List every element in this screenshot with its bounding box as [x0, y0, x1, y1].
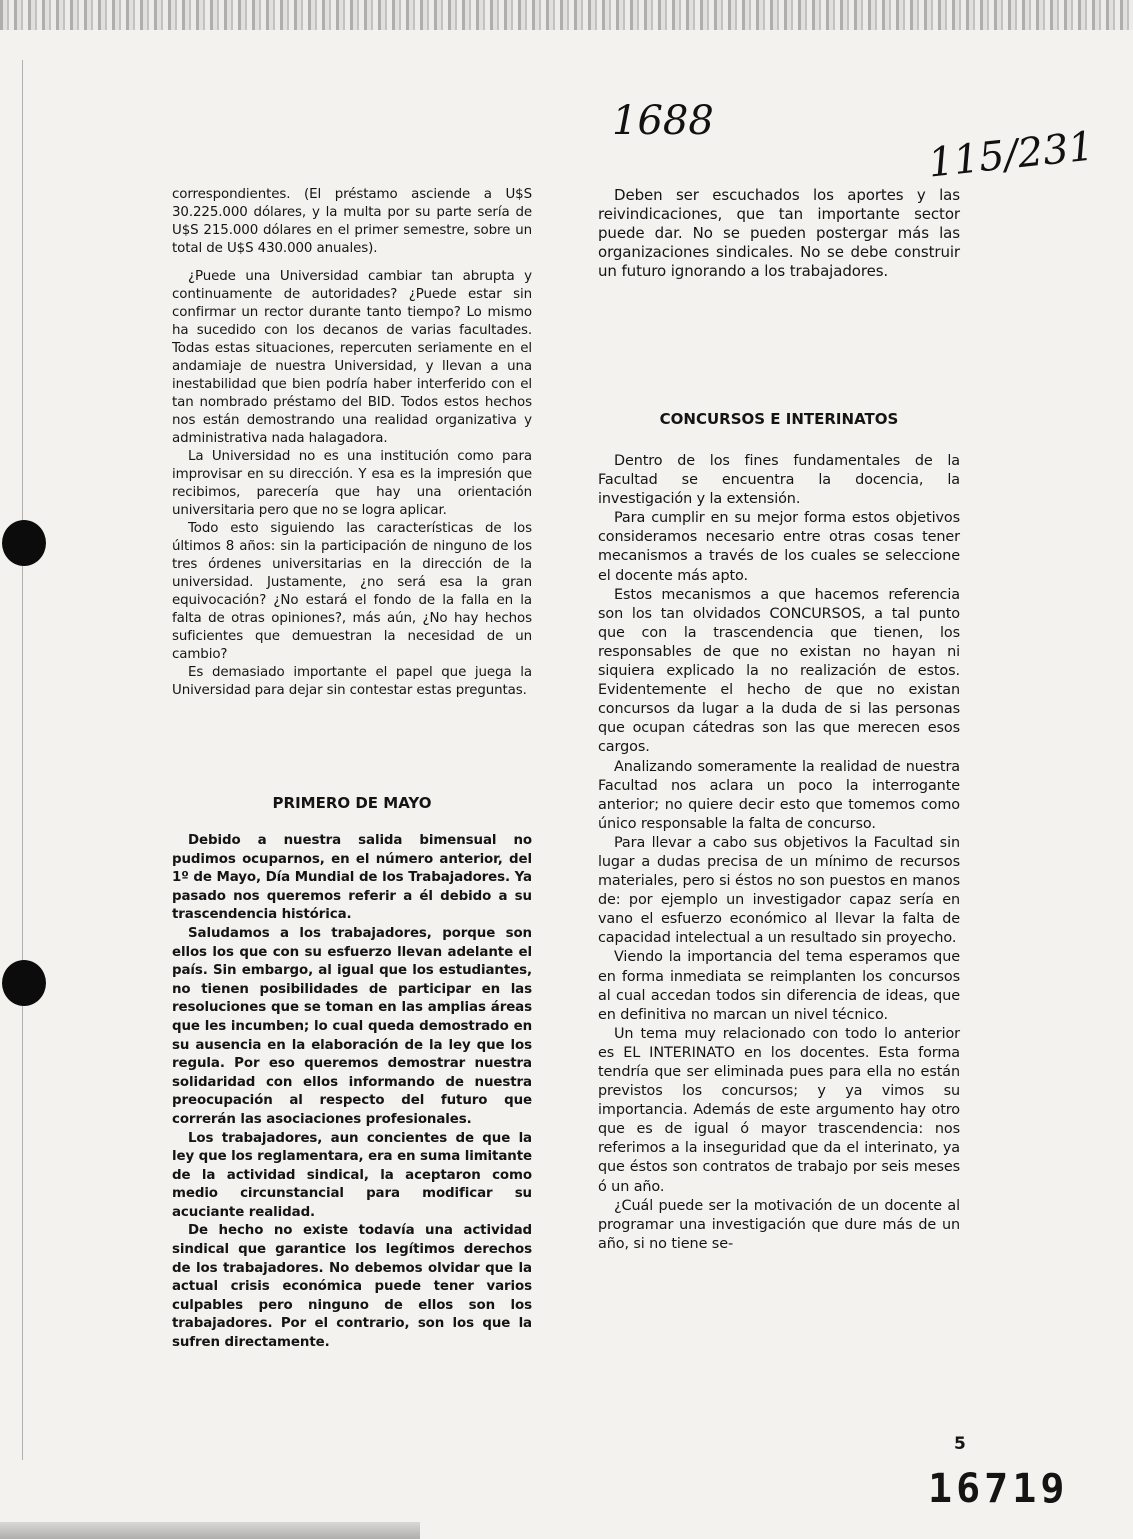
- section-title-primero-de-mayo: PRIMERO DE MAYO: [272, 794, 432, 812]
- left-section-body: [172, 832, 532, 1353]
- scan-artifact-top: [0, 0, 1133, 30]
- punch-hole-bottom: [2, 960, 46, 1006]
- right-intro-paragraph: Deben ser escuchados los aportes y las reivindicaciones, que tan importante sector puede dar. No se pueden postergar más las organizaciones sindicales. No se debe construir un futuro ignorando a los trabajadores.: [598, 186, 960, 280]
- right-section-paragraph: Para cumplir en su mejor forma estos objetivos consideramos necesario entre otras cosas tener mecanismos a través de los cuales se seleccione el docente más apto.: [598, 510, 960, 584]
- left-paragraph: La Universidad no es una institución como para improvisar en su dirección. Y esa es la impresión que recibimos, parecería que hay una orientación universitaria pero que no se logra aplicar.: [172, 449, 532, 518]
- right-section-paragraph: Viendo la importancia del tema esperamos que en forma inmediata se reimplanten los concursos al cual accedan todos sin diferencia de ideas, que en definitiva no marcan un nivel técnico.: [598, 949, 960, 1023]
- left-paragraph: Todo esto siguiendo las características de los últimos 8 años: sin la participación de ninguno de los tres órdenes universitarias en la dirección de la universidad. Justamente, ¿no será esa la gran equivocación? ¿No estará el fondo de la falla en la falta de otras opiniones?, más aún, ¿No hay hechos suficientes que demuestran la necesidad de un cambio?: [172, 521, 532, 662]
- left-section-paragraph: Saludamos a los trabajadores, porque son ellos los que con su esfuerzo llevan adelante el país. Sin embargo, al igual que los estudiantes, no tienen posibilidades de participar en las resoluciones que se toman en las amplias áreas que les incumben; lo cual queda demostrado en su ausencia en la elaboración de la ley que los regula. Por eso queremos demostrar nuestra solidaridad con ellos informando de nuestra preocupación al respecto del futuro que correrán las asociaciones profesionales.: [172, 925, 532, 1127]
- left-paragraph: Es demasiado importante el papel que juega la Universidad para dejar sin contestar estas preguntas.: [172, 665, 532, 698]
- left-paragraph: correspondientes. (El préstamo asciende a U$S 30.225.000 dólares, y la multa por su parte sería de U$S 215.000 dólares en el primer semestre, sobre un total de U$S 430.000 anuales).: [172, 187, 532, 256]
- left-paragraph: ¿Puede una Universidad cambiar tan abrupta y continuamente de autoridades? ¿Puede estar sin confirmar un rector durante tanto tiempo? Lo mismo ha sucedido con los decanos de varias facultades. Todas estas situaciones, repercuten seriamente en el andamiaje de nuestra Universidad, y llevan a una inestabilidad que bien podría haber interferido con el tan nombrado préstamo del BID. Todos estos hechos nos están demostrando una realidad organizativa y administrativa nada halagadora.: [172, 269, 532, 446]
- scan-artifact-bottom: [0, 1522, 420, 1539]
- page-number: 5: [954, 1434, 966, 1454]
- section-title-concursos: CONCURSOS E INTERINATOS: [659, 410, 899, 428]
- handwritten-top-number: 1688: [612, 98, 714, 144]
- page-edge-line: [22, 60, 23, 1460]
- right-section-paragraph: Dentro de los fines fundamentales de la Facultad se encuentra la docencia, la investigación y la extensión.: [598, 453, 960, 508]
- handwritten-reference: 115/231: [926, 123, 1097, 187]
- right-section-paragraph: Para llevar a cabo sus objetivos la Facultad sin lugar a dudas precisa de un mínimo de recursos materiales, pero si éstos no son puestos en manos de: por ejemplo un investigador capaz sería en vano el esfuerzo económico al llevar la falta de capacidad intelectual a un resultado sin proyecho.: [598, 834, 960, 947]
- punch-hole-top: [2, 520, 46, 566]
- right-section-body: [598, 452, 960, 1254]
- left-section-paragraph: Debido a nuestra salida bimensual no pudimos ocuparnos, en el número anterior, del 1º de Mayo, Día Mundial de los Trabajadores. Ya pasado nos queremos referir a él debido a su trascendencia histórica.: [172, 833, 532, 923]
- right-section-paragraph: Estos mecanismos a que hacemos referencia son los tan olvidados CONCURSOS, a tal punto que con la trascendencia que tienen, los responsables de que no existan no hayan ni siquiera explicado la no realización de estos. Evidentemente el hecho de que no existan concursos da lugar a la duda de si las personas que ocupan cátedras son las que merecen esos cargos.: [598, 586, 960, 756]
- stamp-number: 16719: [928, 1466, 1069, 1512]
- left-section-paragraph: Los trabajadores, aun concientes de que la ley que los reglamentara, era en suma limitante de la actividad sindical, la aceptaron como medio circunstancial para modificar su acuciante realidad.: [172, 1130, 532, 1220]
- left-column: [172, 186, 532, 700]
- right-section-paragraph: Analizando someramente la realidad de nuestra Facultad nos aclara un poco la interrogante anterior; no quiere decir esto que tomemos como único responsable la falta de concurso.: [598, 758, 960, 832]
- right-section-paragraph: Un tema muy relacionado con todo lo anterior es EL INTERINATO en los docentes. Esta forma tendría que ser eliminada pues para ella no están previstos los concursos; y ya vimos su importancia. Además de este argumento hay otro que es de igual ó mayor trascendencia: nos referimos a la inseguridad que da el interinato, ya que éstos son contratos de trabajo por seis meses ó un año.: [598, 1025, 960, 1195]
- right-section-paragraph: ¿Cuál puede ser la motivación de un docente al programar una investigación que dure más de un año, si no tiene se-: [598, 1197, 960, 1252]
- left-section-paragraph: De hecho no existe todavía una actividad sindical que garantice los legítimos derechos de los trabajadores. No debemos olvidar que la actual crisis económica puede tener varios culpables pero ninguno de ellos son los trabajadores. Por el contrario, son los que la sufren directamente.: [172, 1223, 532, 1351]
- right-intro: [598, 186, 960, 281]
